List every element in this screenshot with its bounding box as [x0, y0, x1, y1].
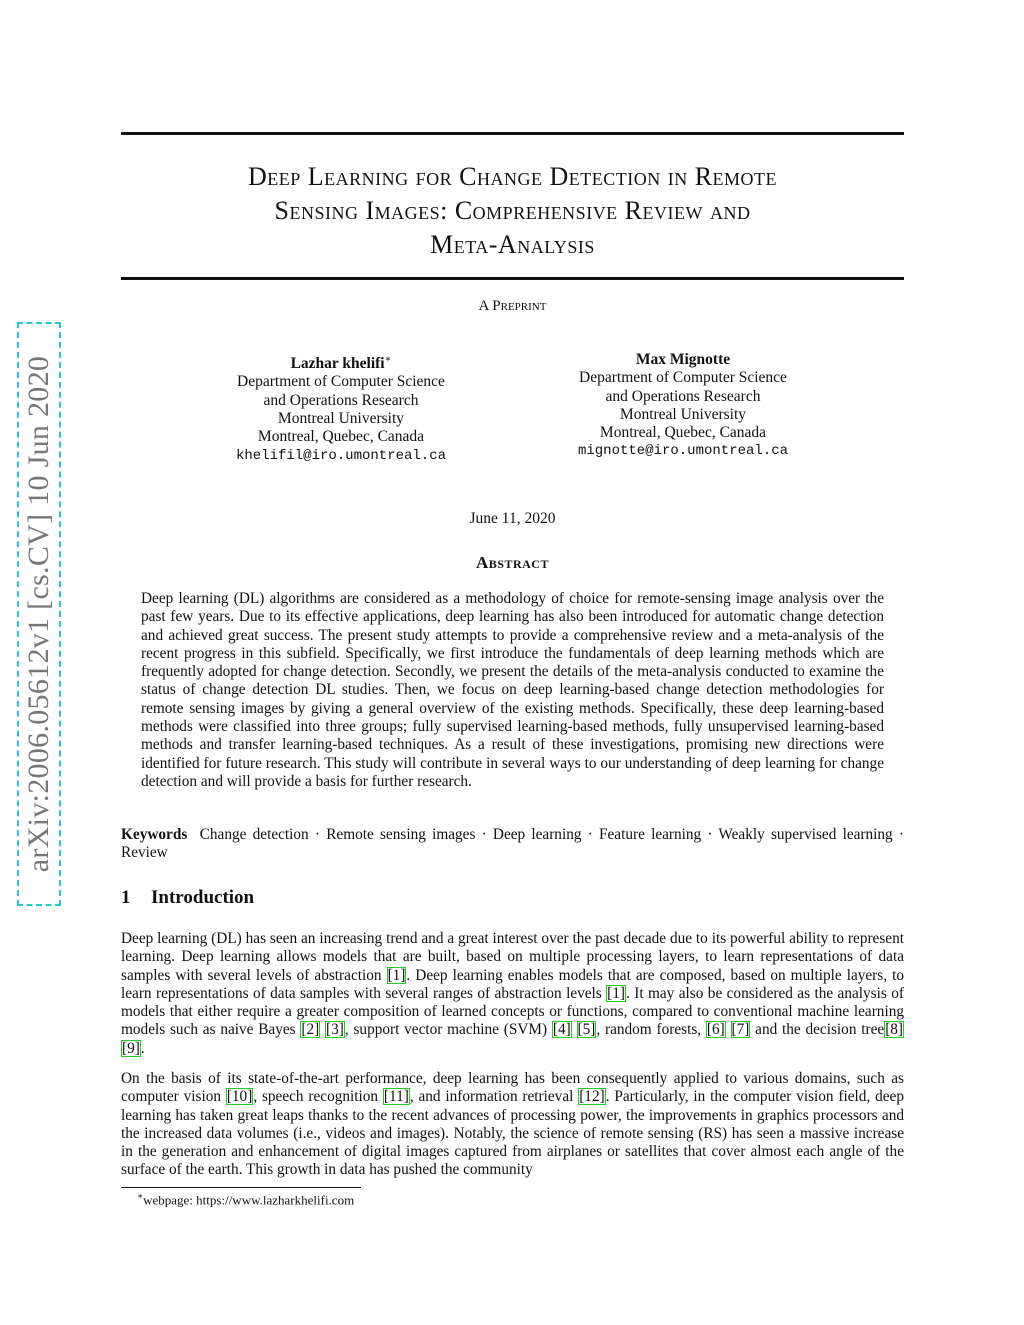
author-university: Montreal University [277, 410, 405, 428]
citation-link[interactable]: [8] [885, 1021, 904, 1039]
author-name: Lazhar khelifi∗ [290, 354, 392, 373]
citation-link[interactable]: [9] [122, 1039, 140, 1057]
citation-link[interactable]: [1] [607, 984, 625, 1002]
keywords-label: Keywords [121, 826, 188, 843]
publication-date: June 11, 2020 [469, 510, 556, 527]
citation-link[interactable]: [5] [577, 1021, 596, 1039]
citation-link[interactable]: [11] [383, 1088, 409, 1106]
author-name: Max Mignotte [635, 351, 731, 368]
citation-link[interactable]: [7] [731, 1021, 750, 1039]
section-heading [121, 887, 254, 909]
citation-link[interactable]: [4] [552, 1021, 571, 1039]
preprint-label: A Preprint [478, 298, 547, 314]
title-line-1: Deep Learning for Change Detection in Remote [247, 162, 778, 191]
citation-link[interactable]: [2] [301, 1021, 320, 1039]
citation-link[interactable]: [6] [706, 1021, 725, 1039]
intro-paragraph-1: Deep learning (DL) has seen an increasing trend and a great interest over the past decade due to its powerful ability to represent learning. Deep learning allows models that are built, based on multiple processing layers, to learn representations of data samples with several levels of abstraction [1]. Deep learning enables models that are composed, based on multiple layers, to learn representations of data samples with several ranges of abstraction levels [1]. It may also be considered as the analysis of models that either require a greater composition of learned concepts or functions, compared to conventional machine learning models such as naive Bayes [2] [3], support vector machine (SVM) [4] [5], random forests, [6] [7] and the decision tree[8][9]. [121, 930, 904, 1057]
author-block-1 [191, 351, 491, 465]
keywords [121, 826, 904, 863]
author-email[interactable]: mignotte@iro.umontreal.ca [577, 443, 789, 460]
title-bottom-rule [121, 277, 904, 280]
author-city: Montreal, Quebec, Canada [599, 424, 767, 442]
author-department-2: and Operations Research [263, 391, 419, 409]
author-university: Montreal University [619, 405, 747, 423]
intro-paragraph-2: On the basis of its state-of-the-art performance, deep learning has been consequently applied to various domains, such as computer vision [10], speech recognition [11], and information retrieval [12]. Particularly, in the computer vision field, deep learning has taken great leaps thanks to the recent advances of processing power, the improvements in graphics processors and the increased data volumes (i.e., videos and images). Notably, the science of remote sensing (RS) has seen a massive increase in the generation and enhancement of digital images captured from airplanes or satellites that cover almost each angle of the surface of the earth. This growth in data has pushed the community [121, 1070, 904, 1179]
citation-link[interactable]: [3] [326, 1021, 344, 1039]
footnote-rule [121, 1187, 361, 1188]
citation-link[interactable]: [12] [579, 1088, 605, 1106]
title-top-rule [121, 132, 904, 135]
section-number: 1 [121, 887, 131, 908]
citation-link[interactable]: [10] [226, 1088, 253, 1106]
arxiv-identifier: arXiv:2006.05612v1 [cs.CV] 10 Jun 2020 [22, 355, 55, 873]
footnote-text[interactable]: webpage: https://www.lazharkhelifi.com [143, 1192, 355, 1208]
section-title: Introduction [151, 887, 255, 908]
author-block-2 [533, 351, 833, 461]
citation-link[interactable]: [1] [387, 966, 406, 984]
abstract-text: Deep learning (DL) algorithms are considered as a methodology of choice for remote-sensing image analysis over the past few years. Due to its effective applications, deep learning has also been introduced for automatic change detection and achieved great success. The present study attempts to provide a comprehensive review and a meta-analysis of the recent progress in this subfield. Specifically, we first introduce the fundamentals of deep learning methods which are frequently adopted for change detection. Secondly, we present the details of the meta-analysis conducted to examine the status of change detection DL studies. Then, we focus on deep learning-based change detection methodologies for remote sensing images by giving a general overview of the existing methods. Specifically, these deep learning-based methods were classified into three groups; fully supervised learning-based methods, fully unsupervised learning-based methods and transfer learning-based techniques. As a result of these investigations, promising new directions were identified for future research. This study will contribute in several ways to our understanding of deep learning for change detection and will provide a basis for further research. [141, 590, 884, 790]
keywords-text: Change detection · Remote sensing images · Deep learning · Feature learning · Weakly supervised learning · Review [121, 826, 904, 862]
footnote-marker: ∗ [384, 354, 392, 365]
abstract-heading: Abstract [476, 553, 549, 572]
author-department: Department of Computer Science [579, 369, 787, 387]
arxiv-side-stamp [17, 322, 61, 906]
author-email[interactable]: khelifil@iro.umontreal.ca [235, 447, 447, 464]
footnote-marker: ∗ [137, 1191, 144, 1201]
footnote [137, 1191, 354, 1208]
title-line-3: Meta-Analysis [430, 230, 595, 259]
author-department-2: and Operations Research [605, 387, 761, 405]
author-department: Department of Computer Science [237, 373, 445, 391]
paper-title [121, 160, 904, 262]
title-line-2: Sensing Images: Comprehensive Review and [274, 196, 751, 225]
author-city: Montreal, Quebec, Canada [257, 428, 425, 446]
